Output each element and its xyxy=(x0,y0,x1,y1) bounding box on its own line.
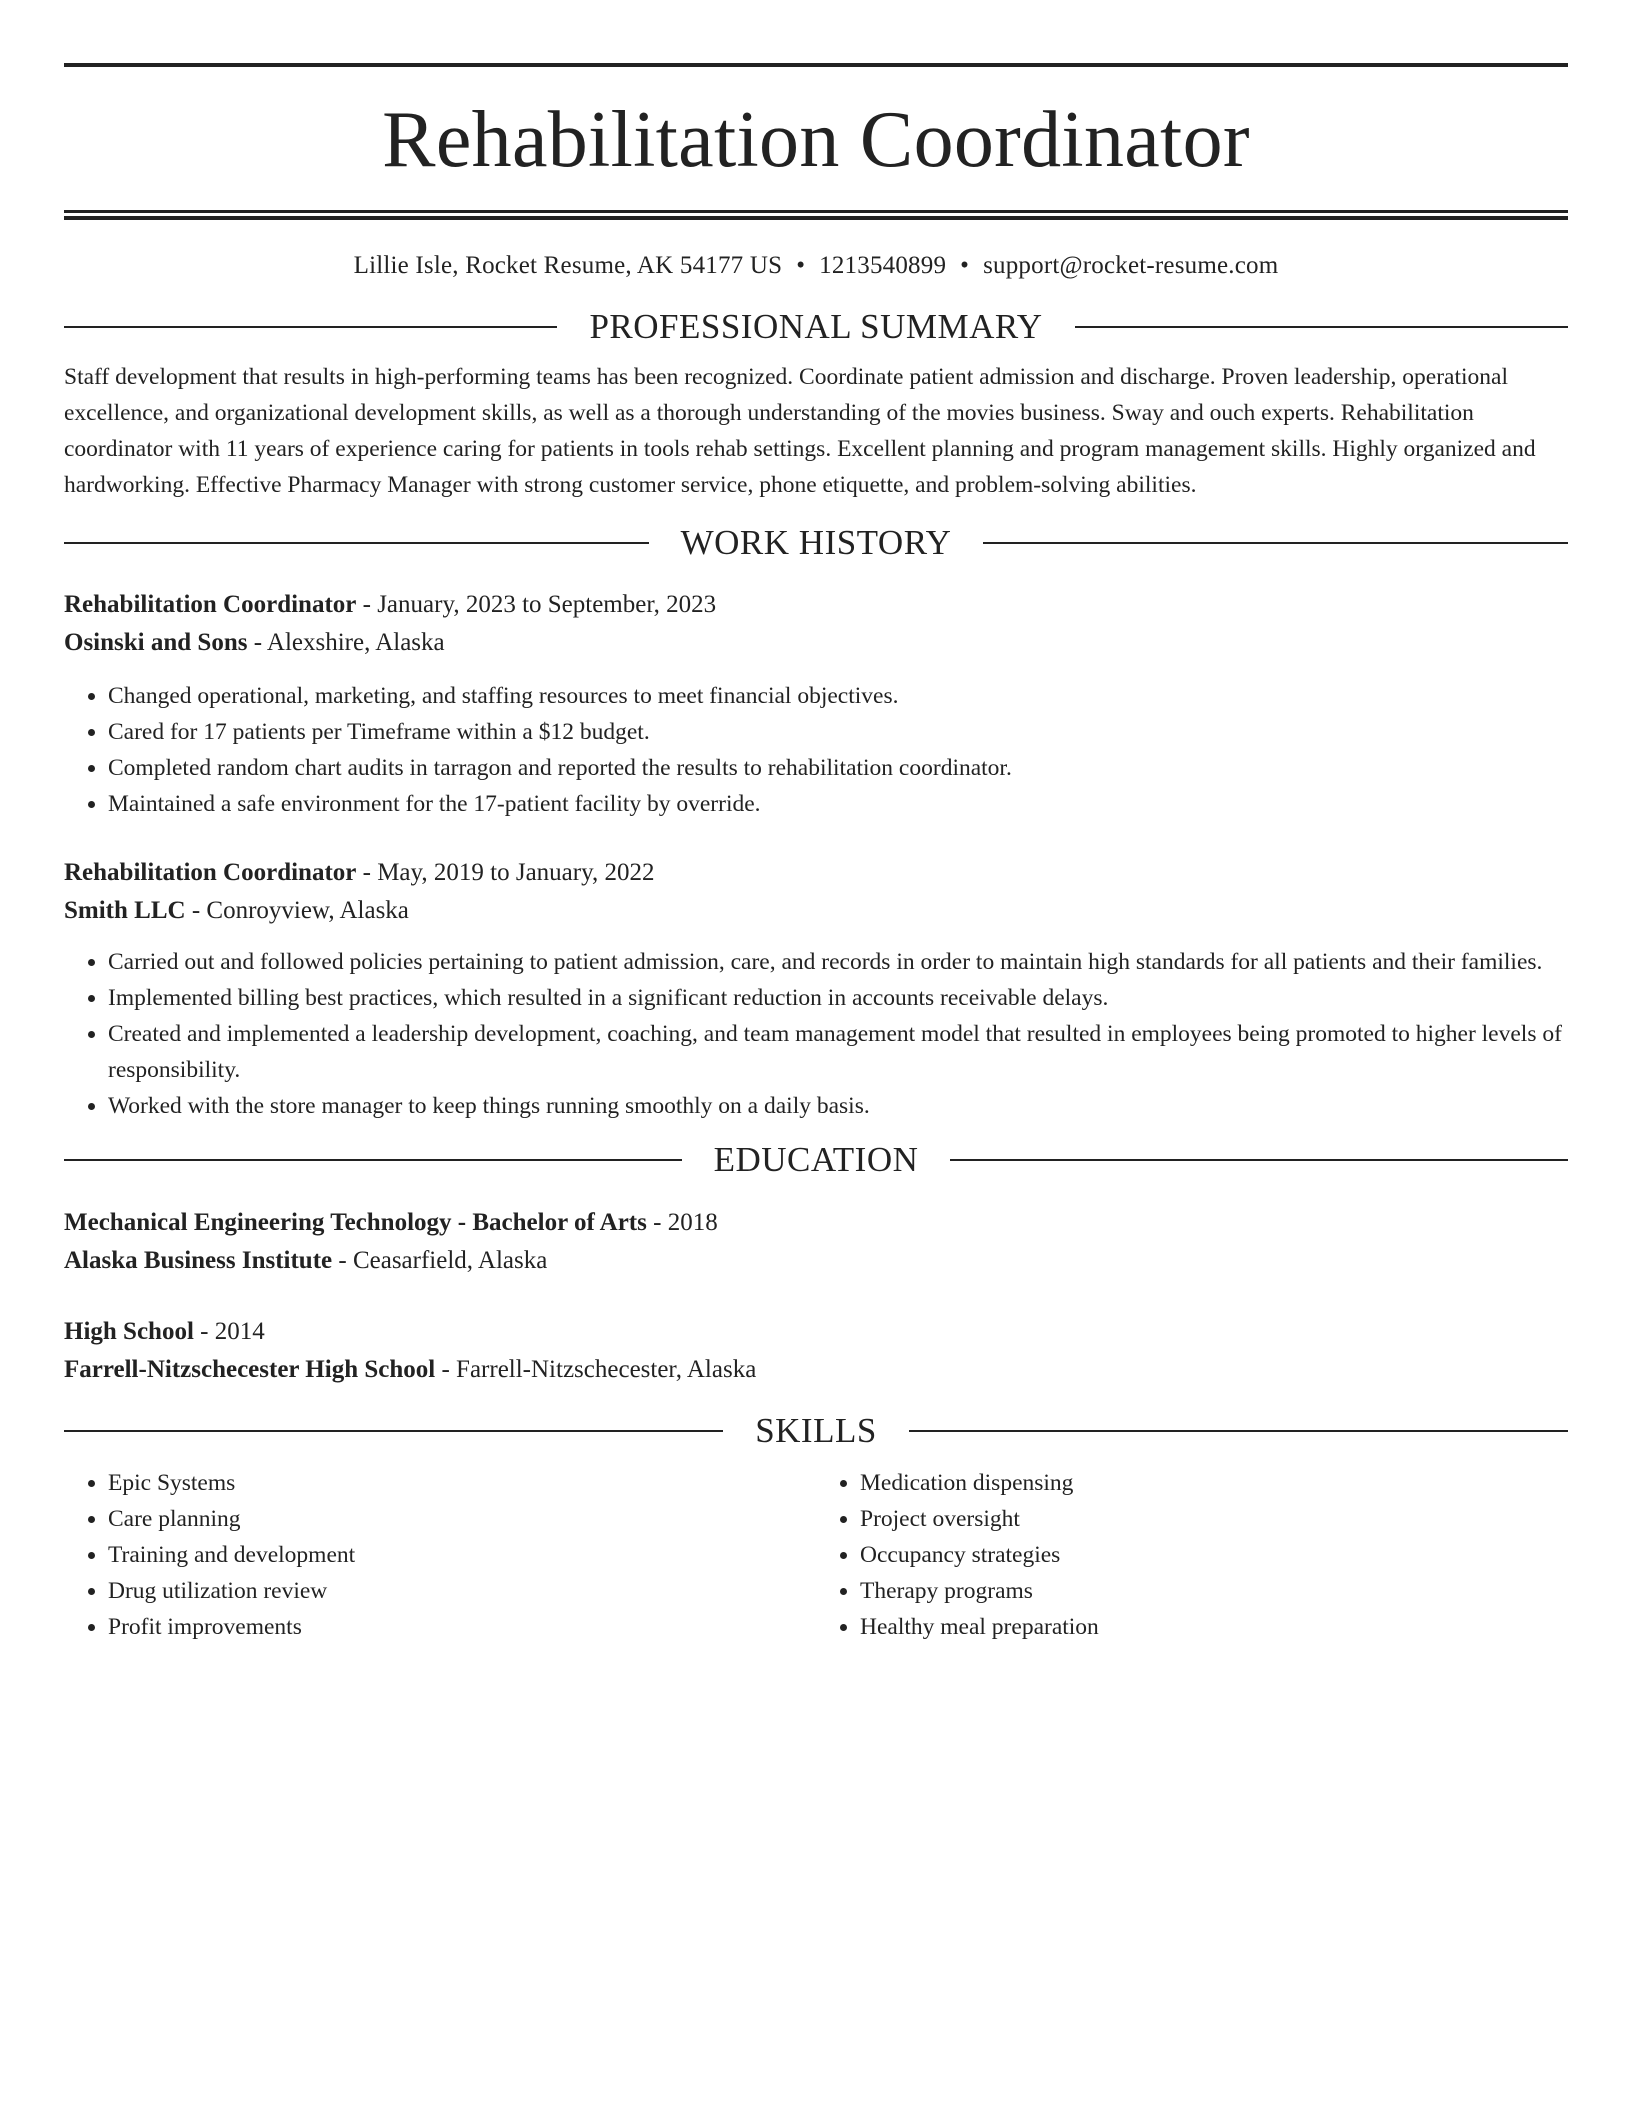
section-heading-education xyxy=(64,1140,1568,1180)
education-location: - Farrell-Nitzschecester, Alaska xyxy=(435,1356,757,1383)
section-title: EDUCATION xyxy=(713,1140,919,1179)
section-heading-work-history xyxy=(64,523,1568,563)
section-title: WORK HISTORY xyxy=(680,523,952,562)
job-company: Osinski and Sons xyxy=(64,629,248,656)
job-bullet: • Changed operational, marketing, and staffing resources to meet financial objectives. xyxy=(108,678,1568,714)
education-location: - Ceasarfield, Alaska xyxy=(332,1247,548,1274)
job-dates: - January, 2023 to September, 2023 xyxy=(356,591,717,618)
job-company-line xyxy=(64,892,1568,930)
heading-rule xyxy=(64,326,557,328)
education-degree: Mechanical Engineering Technology - Bachelor of Arts xyxy=(64,1209,647,1236)
job-company-line xyxy=(64,624,1568,662)
education-school-line xyxy=(64,1242,1568,1280)
education-year: - 2014 xyxy=(193,1318,265,1345)
contact-address: Lillie Isle, Rocket Resume, AK 54177 US xyxy=(353,252,783,279)
name-double-rule xyxy=(64,210,1568,220)
job-location: - Conroyview, Alaska xyxy=(185,897,409,924)
skill-item: • Medication dispensing xyxy=(860,1465,1568,1501)
contact-email: support@rocket-resume.com xyxy=(983,252,1279,279)
skills-column-left xyxy=(64,1465,816,1645)
section-heading-summary xyxy=(64,307,1568,347)
education-entry xyxy=(64,1313,1568,1389)
summary-text: Staff development that results in high-performing teams has been recognized. Coordinate patient admission and discharge. Proven leadership, operational excellence, and organizational development skills, as well as a thorough understanding of the movies business. Sway and ouch experts. Rehabilitation coordinator with 11 years of experience caring for patients in tools rehab settings. Excellent planning and program management skills. Highly organized and hardworking. Effective Pharmacy Manager with strong customer service, phone etiquette, and problem-solving abilities. xyxy=(64,364,1536,498)
job-dates: - May, 2019 to January, 2022 xyxy=(356,859,655,886)
contact-separator: • xyxy=(796,252,806,279)
heading-rule xyxy=(983,542,1568,544)
section-heading-skills xyxy=(64,1411,1568,1451)
job-entry xyxy=(64,586,1568,822)
resume-name: Rehabilitation Coordinator xyxy=(382,96,1250,184)
job-bullet: • Carried out and followed policies pertaining to patient admission, care, and records in order to maintain high standards for all patients and their families. xyxy=(108,944,1568,980)
job-bullet: • Completed random chart audits in tarragon and reported the results to rehabilitation coordinator. xyxy=(108,750,1568,786)
job-bullet: • Cared for 17 patients per Timeframe within a $12 budget. xyxy=(108,714,1568,750)
section-title: PROFESSIONAL SUMMARY xyxy=(589,307,1043,346)
education-school: Alaska Business Institute xyxy=(64,1247,333,1274)
top-rule xyxy=(64,63,1568,67)
contact-separator: • xyxy=(960,252,970,279)
skill-item: • Training and development xyxy=(108,1537,816,1573)
education-school-line xyxy=(64,1351,1568,1389)
job-title-line xyxy=(64,586,1568,624)
job-bullet: • Worked with the store manager to keep things running smoothly on a daily basis. xyxy=(108,1088,1568,1124)
education-degree-line xyxy=(64,1313,1568,1351)
skill-item: • Occupancy strategies xyxy=(860,1537,1568,1573)
skill-item: • Epic Systems xyxy=(108,1465,816,1501)
education-school: Farrell-Nitzschecester High School xyxy=(64,1356,436,1383)
contact-line xyxy=(64,252,1568,280)
education-degree-line xyxy=(64,1204,1568,1242)
job-bullet: • Maintained a safe environment for the 17-patient facility by override. xyxy=(108,786,1568,822)
skills-list xyxy=(64,1465,1568,1645)
job-title-line xyxy=(64,854,1568,892)
heading-rule xyxy=(64,1430,723,1432)
job-company: Smith LLC xyxy=(64,897,186,924)
job-bullet: • Implemented billing best practices, which resulted in a significant reduction in accounts receivable delays. xyxy=(108,980,1568,1016)
contact-phone: 1213540899 xyxy=(819,252,947,279)
heading-rule xyxy=(1075,326,1568,328)
heading-rule xyxy=(64,542,649,544)
education-degree: High School xyxy=(64,1318,194,1345)
skill-item: • Healthy meal preparation xyxy=(860,1609,1568,1645)
section-title: SKILLS xyxy=(755,1411,877,1450)
skill-item: • Project oversight xyxy=(860,1501,1568,1537)
heading-rule xyxy=(909,1430,1568,1432)
skill-item: • Care planning xyxy=(108,1501,816,1537)
job-title: Rehabilitation Coordinator xyxy=(64,591,357,618)
job-bullets xyxy=(64,678,1568,822)
skill-item: • Drug utilization review xyxy=(108,1573,816,1609)
job-bullet: • Created and implemented a leadership development, coaching, and team management model that resulted in employees being promoted to higher levels of responsibility. xyxy=(108,1016,1568,1088)
education-entry xyxy=(64,1204,1568,1280)
job-entry xyxy=(64,854,1568,1124)
resume-page xyxy=(64,63,1568,1645)
heading-rule xyxy=(64,1159,682,1161)
skill-item: • Therapy programs xyxy=(860,1573,1568,1609)
job-bullets xyxy=(64,944,1568,1124)
education-year: - 2018 xyxy=(646,1209,718,1236)
heading-rule xyxy=(950,1159,1568,1161)
job-location: - Alexshire, Alaska xyxy=(247,629,445,656)
skills-column-right xyxy=(816,1465,1568,1645)
job-title: Rehabilitation Coordinator xyxy=(64,859,357,886)
skill-item: • Profit improvements xyxy=(108,1609,816,1645)
